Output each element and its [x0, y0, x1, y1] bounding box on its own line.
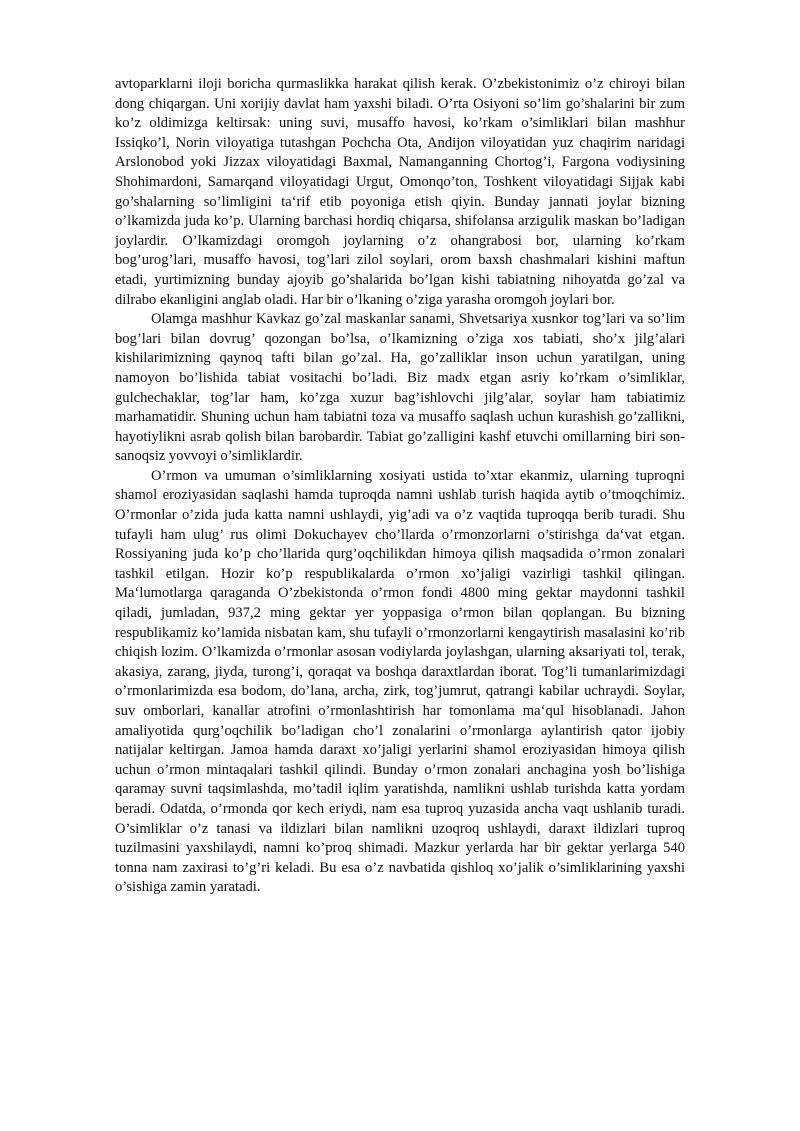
paragraph-continuation: avtoparklarni iloji boricha qurmaslikka harakat qilish kerak. O’zbekistonimiz o’z chiroyi bilan dong chiqargan. Uni xorijiy davlat ham yaxshi biladi. O’rta Osiyoni so’lim go’shalarini bir zum ko’z oldimizga keltirsak: uning suvi, musaffo havosi, ko’rkam o’simliklari bilan mashhur Issiqko’l, Norin viloyatiga tutashgan Pochcha Ota, Andijon viloyatidan yuz chaqirim naridagi Arslonobod yoki Jizzax viloyatidagi Baxmal, Namanganning Chortog’i, Fargona vodiysining Shohimardoni, Samarqand viloyatidagi Urgut, Omonqo’ton, Toshkent viloyatidagi Sijjak kabi go’shalarning so’limligini ta‘rif etib poyoniga etish qiyin. Bunday jannati joylar bizning o’lkamizda juda ko’p. Ularning barchasi hordiq chiqarsa, shifolansa arzigulik maskan bo’ladigan joylardir. O’lkamizdagi oromgoh joylarning o’z ohangrabosi bor, ularning ko’rkam bog’urog’lari, musaffo havosi, tog’lari zilol soylari, orom baxsh chashmalari kishini maftun etadi, yurtimizning bunday ajoyib go’shalarida bo’lgan kishi tabiatning nihoyatda go’zal va dilrabo ekanligini anglab oladi. Har bir o’lkaning o’ziga yarasha oromgoh joylari bor. [115, 76, 685, 308]
document-page [115, 75, 685, 898]
paragraph-forests: O’rmon va umuman o’simliklarning xosiyati ustida to’xtar ekanmiz, ularning tuproqni shamol eroziyasidan saqlashi hamda tuproqda namni ushlab turish haqida aytib o’tmoqchimiz. O’rmonlar o’zida juda katta namni ushlaydi, yig’adi va o’z vaqtida tuproqqa berib turadi. Shu tufayli ham ulug’ rus olimi Dokuchayev cho’llarda o’rmonzorlarni o’stirishga da‘vat etgan. Rossiyaning juda ko’p cho’llarida qurg’oqchilikdan himoya qilish maqsadida o’rmon zonalari tashkil etilgan. Hozir ko’p respublikalarda o’rmon xo’jaligi vazirligi tashkil qilingan. Ma‘lumotlarga qaraganda O’zbekistonda o’rmon fondi 4800 ming gektar maydonni tashkil qiladi, jumladan, 937,2 ming gektar yer yoppasiga o’rmon bilan qoplangan. Bu bizning respublikamiz ko’lamida nisbatan kam, shu tufayli o’rmonzorlarni kengaytirish masalasini ko’rib chiqish lozim. O’lkamizda o’rmonlar asosan vodiylarda joylashgan, ularning aksariyati tol, terak, akasiya, zarang, jiyda, turong’i, qoraqat va boshqa daraxtlardan iborat. Tog’li tumanlarimizdagi o’rmonlarimizda esa bodom, do’lana, archa, zirk, tog’jumrut, qatrangi kabilar uchraydi. Soylar, suv omborlari, kanallar atrofini o’rmonlashtirish har tomonlama ma‘qul hisoblanadi. Jahon amaliyotida qurg’oqchilik bo’ladigan cho’l zonalarini o’rmonlarga aylantirish qator ijobiy natijalar keltirgan. Jamoa hamda daraxt xo’jaligi yerlarini shamol eroziyasidan himoya qilish uchun o’rmon mintaqalari tashkil qilindi. Bunday o’rmon zonalari anchagina yosh bo’lishiga qaramay suvni taqsimlashda, mo’tadil iqlim yaratishda, namlikni ushlab turishda katta yordam beradi. Odatda, o’rmonda qor kech eriydi, nam esa tuproq yuzasida ancha vaqt ushlanib turadi. O’simliklar o’z tanasi va ildizlari bilan namlikni uzoqroq ushlaydi, daraxt ildizlari tuproq tuzilmasini yaxshilaydi, namni ko’proq shimadi. Mazkur yerlarda har bir gektar yerlarga 540 tonna nam zaxirasi to’g’ri keladi. Bu esa o’z navbatida qishloq xo’jalik o’simliklarining yaxshi o’sishiga zamin yaratadi. [115, 467, 685, 896]
paragraph-caucasus: Olamga mashhur Kavkaz go’zal maskanlar sanami, Shvetsariya xusnkor tog’lari va so’lim bog’lari bilan dovrug’ qozongan bo’lsa, o’lkamizning o’ziga xos tabiati, sho’x jilg’alari kishilarimizning qaynoq tafti bilan go’zal. Ha, go’zalliklar inson uchun yaratilgan, uning namoyon bo’lishida tabiat vositachi bo’ladi. Biz madx etgan asriy ko’rkam o’simliklar, gulchechaklar, tog’lar ham, ko’zga xuzur bag’ishlovchi jilg’alar, soylar ham tabiatimiz marhamatidir. Shuning uchun ham tabiatni toza va musaffo saqlash uchun kurashish go’zallikni, hayotiylikni asrab qolish bilan barobardir. Tabiat go’zalligini kashf etuvchi omillarning biri son-sanoqsiz yovvoyi o’simliklardir. [115, 311, 685, 465]
